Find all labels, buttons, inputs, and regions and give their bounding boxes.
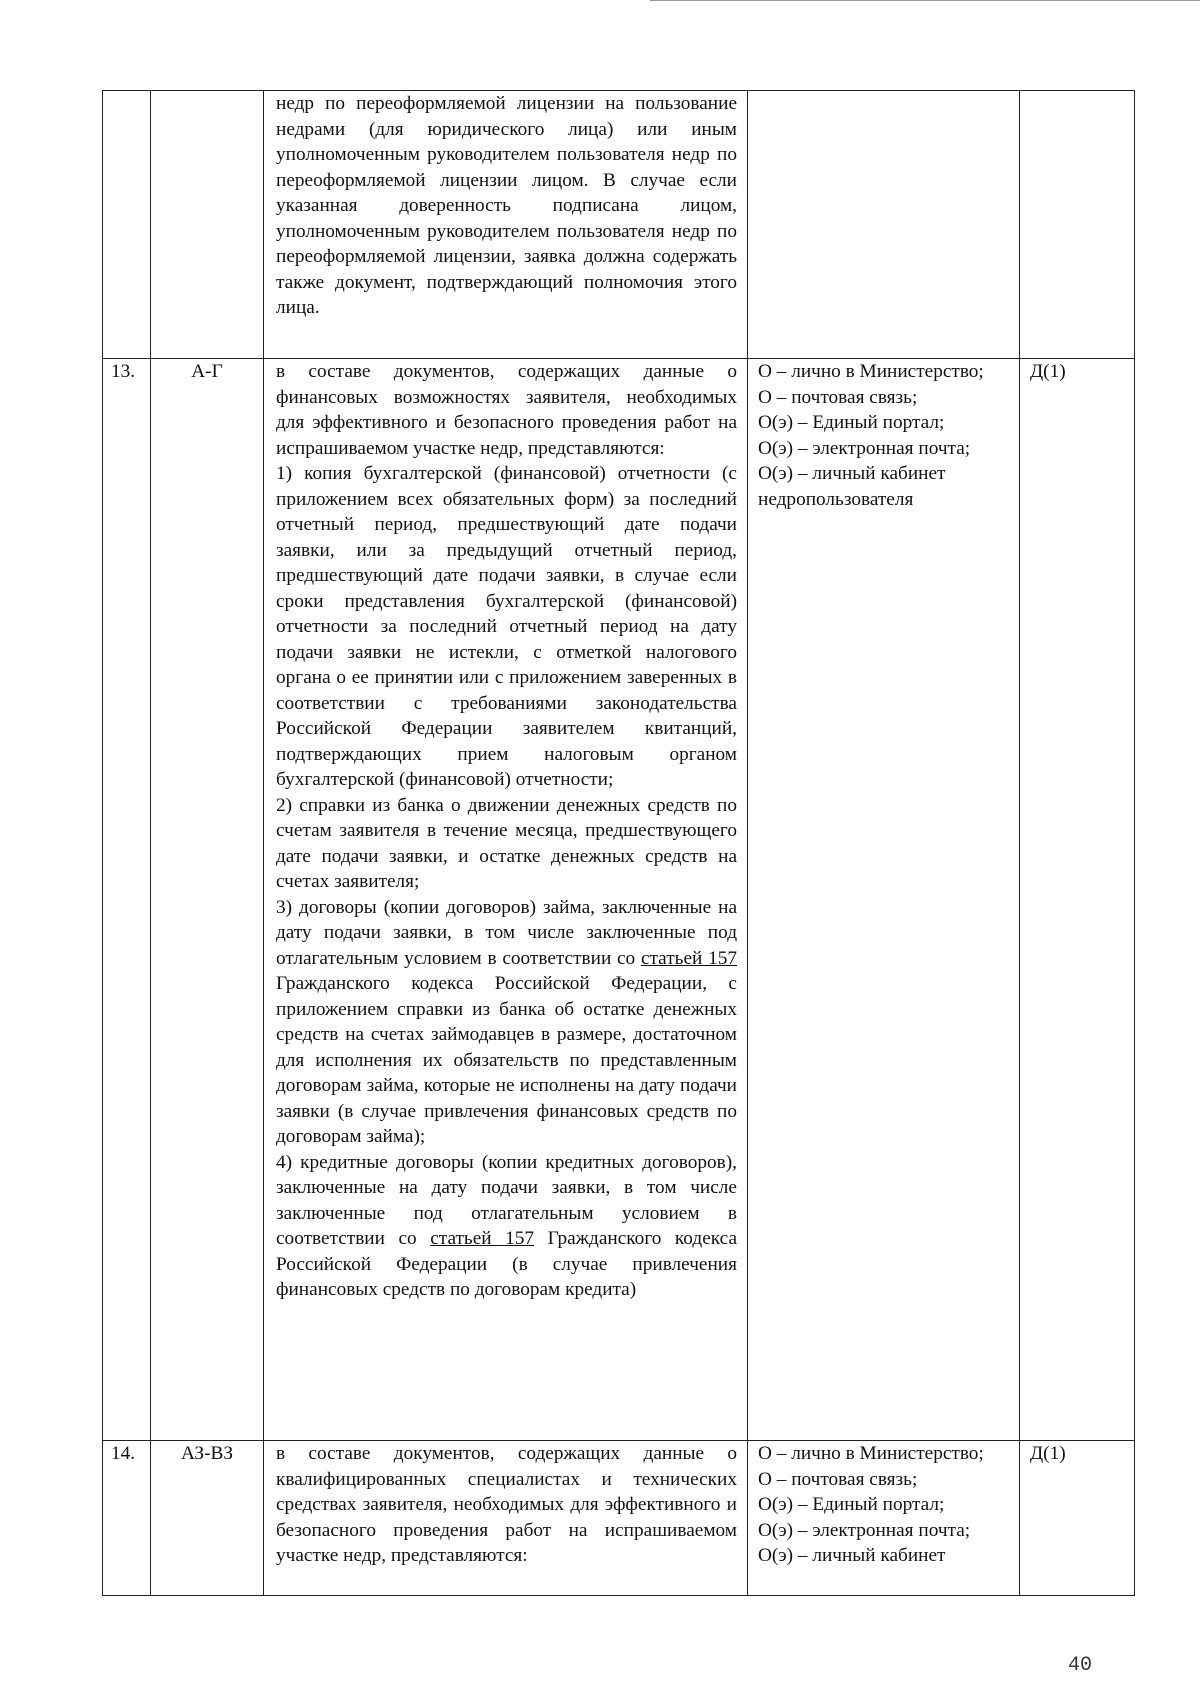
document-form: Д(1) bbox=[1020, 1441, 1135, 1596]
table-row bbox=[103, 359, 1135, 1441]
submission-method: О – лично в Министерство; bbox=[758, 1443, 984, 1464]
document-form bbox=[1020, 91, 1135, 359]
row-number bbox=[103, 91, 151, 359]
row-code: АЗ-ВЗ bbox=[151, 1441, 264, 1596]
requirements-table bbox=[102, 90, 1135, 1596]
text-fragment: 4) кредитные договоры (копии кредитных договоров), заключенные на дату подачи заявки, в том числе заключенные под отлагательным условием в соответствии со bbox=[276, 1151, 737, 1249]
submission-method: О – почтовая связь; bbox=[758, 1468, 918, 1490]
row-code bbox=[151, 91, 264, 359]
top-edge-line bbox=[650, 0, 1200, 1]
row-code: А-Г bbox=[151, 359, 264, 1441]
description-paragraph bbox=[264, 895, 747, 1150]
description-paragraph: 2) справки из банка о движении денежных средств по счетам заявителя в течение месяца, предшествующего дате подачи заявки, и остатке денежных средств на счетах заявителя; bbox=[276, 794, 737, 892]
civil-code-article-link[interactable]: статьей 157 bbox=[430, 1228, 535, 1249]
submission-method: О(э) – личный кабинет bbox=[758, 1545, 946, 1566]
page-number: 40 bbox=[1068, 1654, 1093, 1677]
document-form: Д(1) bbox=[1020, 359, 1135, 1441]
civil-code-article-link[interactable]: статьей 157 bbox=[640, 947, 737, 969]
submission-method: О(э) – Единый портал; bbox=[758, 412, 945, 433]
submission-method: О(э) – Единый портал; bbox=[758, 1494, 945, 1515]
description-paragraph: 1) копия бухгалтерской (финансовой) отчетности (с приложением всех обязательных форм) за последний отчетный период, предшествующий дате подачи заявки, или за предыдущий отчетный период, предшествующий дате подачи заявки, в случае если сроки представления бухгалтерской (финансовой) отчетности за последний отчетный период на дату подачи заявки не истекли, с отметкой налогового органа о ее принятии или с приложением заверенных в соответствии с требованиями законодательства Российской Федерации заявителем квитанций, подтверждающих прием налоговым органом бухгалтерской (финансовой) отчетности; bbox=[276, 463, 737, 790]
description-paragraph: в составе документов, содержащих данные о финансовых возможностях заявителя, необходимых для эффективного и безопасного проведения работ на испрашиваемом участке недр, представляются: bbox=[276, 361, 737, 459]
text-fragment: 3) договоры (копии договоров) займа, заключенные на дату подачи заявки, в том числе заключенные под отлагательным условием в соответствии со bbox=[276, 896, 737, 969]
row-number: 14. bbox=[103, 1441, 151, 1596]
description-paragraph bbox=[264, 1150, 747, 1303]
submission-method: О – лично в Министерство; bbox=[758, 361, 984, 382]
submission-methods bbox=[748, 1441, 1020, 1596]
text-fragment: Гражданского кодекса Российской Федерации, с приложением справки из банка об остатке денежных средств на счетах займодавцев в размере, достаточном для исполнения их обязательств по представленным договорам займа, которые не исполнены на дату подачи заявки (в случае привлечения финансовых средств по договорам займа); bbox=[276, 973, 737, 1147]
submission-methods bbox=[748, 359, 1020, 1441]
document-description bbox=[264, 1441, 748, 1596]
document-description bbox=[264, 91, 748, 359]
submission-methods bbox=[748, 91, 1020, 359]
table-row bbox=[103, 91, 1135, 359]
submission-method: О(э) – личный кабинет недропользователя bbox=[758, 463, 946, 510]
submission-method: О(э) – электронная почта; bbox=[758, 1519, 971, 1541]
document-description bbox=[264, 359, 748, 1441]
text-fragment: Гражданского кодекса Российской Федерации (в случае привлечения финансовых средств по договорам кредита) bbox=[276, 1228, 738, 1300]
row-number: 13. bbox=[103, 359, 151, 1441]
table-row bbox=[103, 1441, 1135, 1596]
submission-method: О(э) – электронная почта; bbox=[758, 437, 971, 459]
description-paragraph: в составе документов, содержащих данные о квалифицированных специалистах и технических средствах заявителя, необходимых для эффективного и безопасного проведения работ на испрашиваемом участке недр, представляются: bbox=[276, 1443, 737, 1566]
submission-method: О – почтовая связь; bbox=[758, 386, 918, 408]
description-paragraph: недр по переоформляемой лицензии на пользование недрами (для юридического лица) или иным уполномоченным руководителем пользователя недр по переоформляемой лицензии лицом. В случае если указанная доверенность подписана лицом, уполномоченным руководителем пользователя недр по переоформляемой лицензии, заявка должна содержать также документ, подтверждающий полномочия этого лица. bbox=[276, 93, 737, 318]
